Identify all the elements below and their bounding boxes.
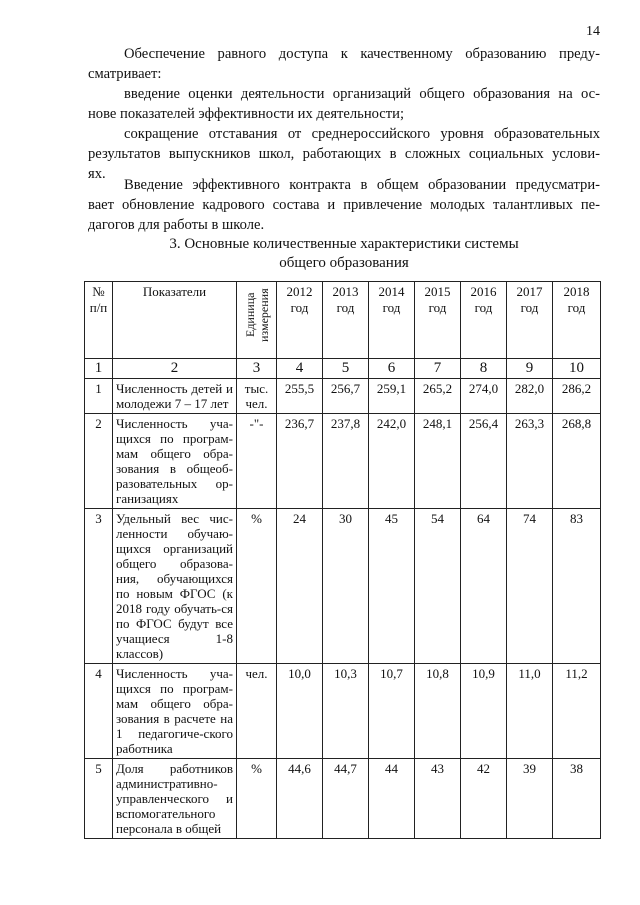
value-cell: 268,8 xyxy=(553,414,601,509)
paragraph-line: дагогов для работы в школе. xyxy=(88,217,265,233)
table-row xyxy=(85,509,601,664)
value-cell: 74 xyxy=(507,509,553,664)
unit-cell: % xyxy=(237,509,277,664)
column-number: 4 xyxy=(277,359,323,379)
row-number: 2 xyxy=(85,414,113,509)
characteristics-table xyxy=(84,281,601,839)
column-number: 6 xyxy=(369,359,415,379)
indicator-name: Доля работников административно-управленческого и вспомогательного персонала в общей xyxy=(113,759,237,839)
column-number: 5 xyxy=(323,359,369,379)
value-cell: 256,4 xyxy=(461,414,507,509)
column-number: 9 xyxy=(507,359,553,379)
value-cell: 256,7 xyxy=(323,379,369,414)
row-number: 3 xyxy=(85,509,113,664)
value-cell: 10,8 xyxy=(415,664,461,759)
unit-cell: % xyxy=(237,759,277,839)
row-number: 4 xyxy=(85,664,113,759)
value-cell: 42 xyxy=(461,759,507,839)
paragraph-line: сокращение отставания от среднероссийского уровня образовательных xyxy=(124,126,600,142)
value-cell: 236,7 xyxy=(277,414,323,509)
header-unit-label: Единица измерения xyxy=(242,288,271,342)
value-cell: 10,7 xyxy=(369,664,415,759)
value-cell: 38 xyxy=(553,759,601,839)
value-cell: 44 xyxy=(369,759,415,839)
section-title-line1: 3. Основные количественные характеристики системы xyxy=(169,236,519,252)
value-cell: 274,0 xyxy=(461,379,507,414)
paragraph-line: Введение эффективного контракта в общем образовании предусматри- xyxy=(124,177,600,193)
unit-cell: -"- xyxy=(237,414,277,509)
column-number: 2 xyxy=(113,359,237,379)
value-cell: 43 xyxy=(415,759,461,839)
paragraph-line: вает обновление кадрового состава и привлечение молодых талантливых пе- xyxy=(88,197,600,213)
section-title xyxy=(88,235,600,273)
paragraph-line: Обеспечение равного доступа к качественному образованию преду- xyxy=(124,46,600,62)
paragraph-line: введение оценки деятельности организаций общего образования на ос- xyxy=(124,86,600,102)
unit-cell: тыс. чел. xyxy=(237,379,277,414)
value-cell: 45 xyxy=(369,509,415,664)
column-number: 1 xyxy=(85,359,113,379)
value-cell: 248,1 xyxy=(415,414,461,509)
column-number: 7 xyxy=(415,359,461,379)
page-number: 14 xyxy=(586,24,600,39)
header-indicator: Показатели xyxy=(113,282,237,359)
indicator-name: Численность детей и молодежи 7 – 17 лет xyxy=(113,379,237,414)
table-row xyxy=(85,414,601,509)
column-number: 10 xyxy=(553,359,601,379)
unit-cell: чел. xyxy=(237,664,277,759)
value-cell: 64 xyxy=(461,509,507,664)
indicator-name: Численность уча-щихся по програм-мам общего обра-зования в общеоб-разовательных ор-ганизациях xyxy=(113,414,237,509)
value-cell: 237,8 xyxy=(323,414,369,509)
table-header-row xyxy=(85,282,601,359)
column-number-row xyxy=(85,359,601,379)
value-cell: 286,2 xyxy=(553,379,601,414)
value-cell: 39 xyxy=(507,759,553,839)
header-year: 2016 год xyxy=(461,282,507,359)
paragraph-line: ях. xyxy=(88,166,106,182)
value-cell: 10,0 xyxy=(277,664,323,759)
value-cell: 10,9 xyxy=(461,664,507,759)
header-year: 2013 год xyxy=(323,282,369,359)
value-cell: 54 xyxy=(415,509,461,664)
value-cell: 11,0 xyxy=(507,664,553,759)
value-cell: 263,3 xyxy=(507,414,553,509)
table-row xyxy=(85,379,601,414)
header-year: 2012 год xyxy=(277,282,323,359)
section-title-line2: общего образования xyxy=(279,255,409,271)
header-year: 2014 год xyxy=(369,282,415,359)
paragraph-line: нове показателей эффективности их деятельности; xyxy=(88,106,405,122)
paragraph-line: результатов выпускников школ, работающих в сложных социальных услови- xyxy=(88,146,600,162)
header-unit xyxy=(237,282,277,359)
column-number: 3 xyxy=(237,359,277,379)
indicator-name: Численность уча-щихся по програм-мам общего обра-зования в расчете на 1 педагогиче-ского работника xyxy=(113,664,237,759)
paragraph-line: сматривает: xyxy=(88,66,162,82)
value-cell: 83 xyxy=(553,509,601,664)
table-row xyxy=(85,759,601,839)
header-num: № п/п xyxy=(85,282,113,359)
header-year: 2017 год xyxy=(507,282,553,359)
para-evaluation xyxy=(88,84,600,124)
value-cell: 24 xyxy=(277,509,323,664)
table-row xyxy=(85,664,601,759)
header-year: 2015 год xyxy=(415,282,461,359)
row-number: 5 xyxy=(85,759,113,839)
value-cell: 259,1 xyxy=(369,379,415,414)
row-number: 1 xyxy=(85,379,113,414)
value-cell: 242,0 xyxy=(369,414,415,509)
header-year: 2018 год xyxy=(553,282,601,359)
indicator-name: Удельный вес чис-ленности обучаю-щихся организаций общего образова-ния, обучающихся по новым ФГОС (к 2018 году обучать-ся по ФГОС будут все учащиеся 1-8 классов) xyxy=(113,509,237,664)
value-cell: 30 xyxy=(323,509,369,664)
para-contract xyxy=(88,175,600,235)
value-cell: 282,0 xyxy=(507,379,553,414)
value-cell: 255,5 xyxy=(277,379,323,414)
value-cell: 11,2 xyxy=(553,664,601,759)
value-cell: 265,2 xyxy=(415,379,461,414)
value-cell: 44,7 xyxy=(323,759,369,839)
para-equal-access xyxy=(88,44,600,84)
value-cell: 44,6 xyxy=(277,759,323,839)
value-cell: 10,3 xyxy=(323,664,369,759)
column-number: 8 xyxy=(461,359,507,379)
